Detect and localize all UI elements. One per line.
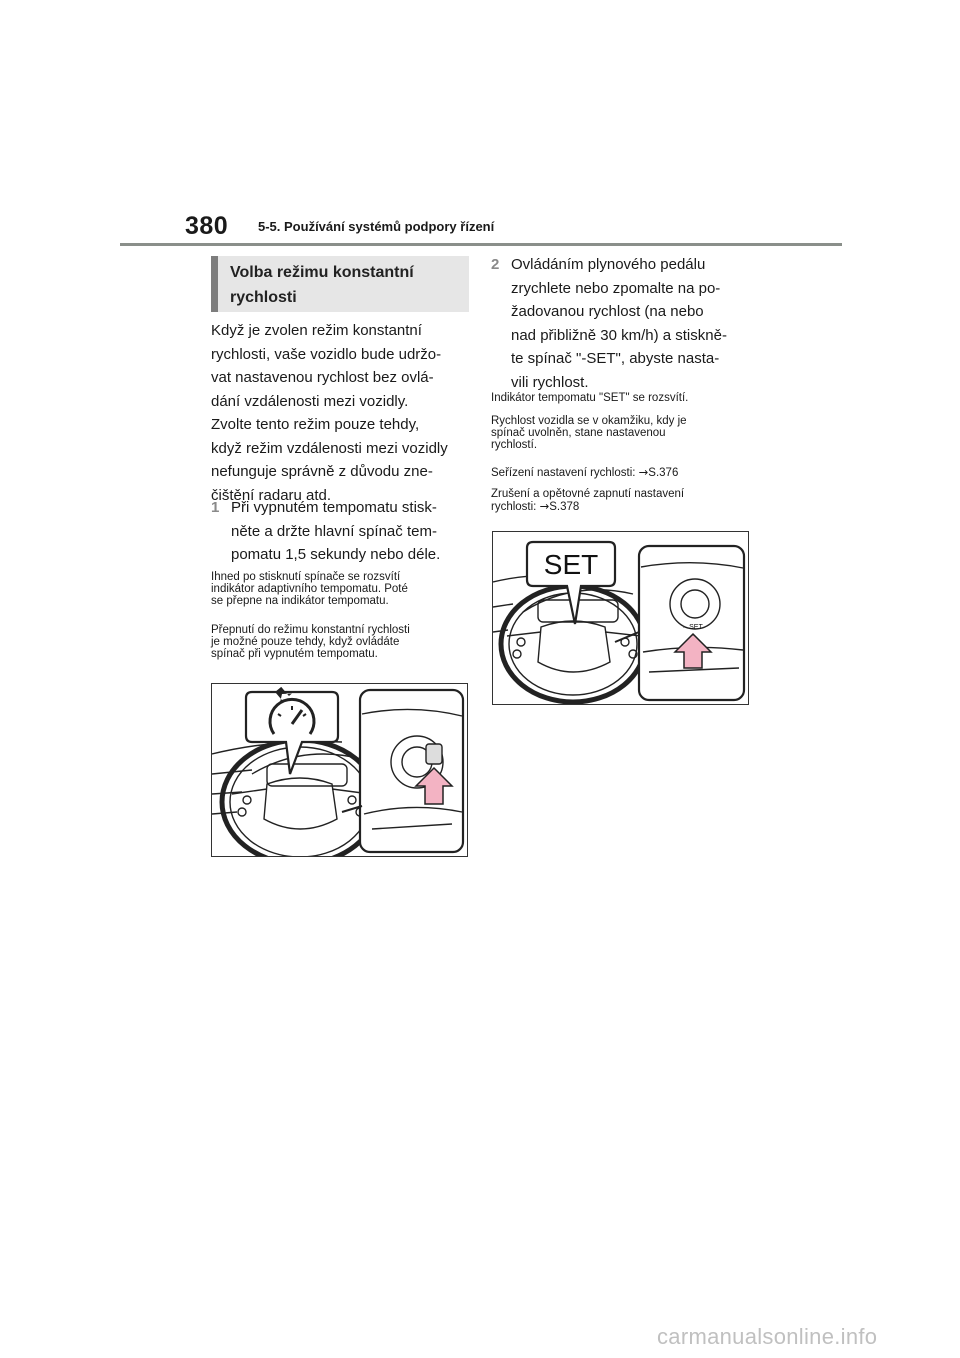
header-divider [120,243,842,246]
steering-wheel-set-illustration [493,532,748,704]
step-2-text: Ovládáním plynového pedálu zrychlete nebo zpomalte na po- žadovanou rychlost (na nebo nad přibližně 30 km/h) a stiskně- te spínač "-SET", abyste nasta- vili rychlost. [511,256,727,391]
subsection-heading-text: Volba režimu konstantní rychlosti [230,264,414,306]
page-number: 380 [185,212,229,240]
page-reference-378[interactable]: S.378 [549,501,580,513]
step-1-number: 1 [211,499,220,516]
reference-arrow-icon: → [638,465,649,479]
intro-paragraph: Když je zvolen režim konstantní rychlosti, vaše vozidlo bude udržo- vat nastavenou rychlost bez ovlá- dání vzdálenosti mezi vozidly. Zvolte tento režim pouze tehdy, když režim vzdálenosti mezi vozidly nefunguje správně z důvodu zne- čištění radaru atd. [211,322,448,504]
step-2 [491,253,771,394]
note-mode-switch: Přepnutí do režimu konstantní rychlosti je možné pouze tehdy, když ovládáte spínač při vypnutém tempomatu. [211,624,410,660]
set-callout-label: SET [543,549,599,580]
page-reference-376[interactable]: S.376 [648,467,679,479]
site-watermark: carmanualsonline.info [657,1324,878,1349]
step-1 [211,496,471,568]
note-indicator-switch: Ihned po stisknutí spínače se rozsvítí indikátor adaptivního tempomatu. Poté se přepne na indikátor tempomatu. [211,571,408,607]
note-cancel-resume: Zrušení a opětovné zapnutí nastavení rychlosti: →S.378 [491,488,685,513]
steering-wheel-illustration [212,684,467,856]
reference-arrow-icon: → [539,499,550,513]
note-set-speed: Rychlost vozidla se v okamžiku, kdy je spínač uvolněn, stane nastavenou rychlostí. [491,415,687,451]
step-2-number: 2 [491,256,500,273]
set-switch-label: – SET [683,624,703,631]
figure-set-switch [492,531,749,705]
figure-main-switch [211,683,468,857]
note-set-indicator: Indikátor tempomatu "SET" se rozsvítí. [491,392,689,404]
subsection-heading [211,256,469,312]
note-adjust-speed: Seřízení nastavení rychlosti: →S.376 [491,465,679,479]
section-title: 5-5. Používání systémů podpory řízení [258,219,495,234]
step-1-text: Při vypnutém tempomatu stisk- něte a držte hlavní spínač tem- pomatu 1,5 sekundy nebo déle. [231,499,441,563]
